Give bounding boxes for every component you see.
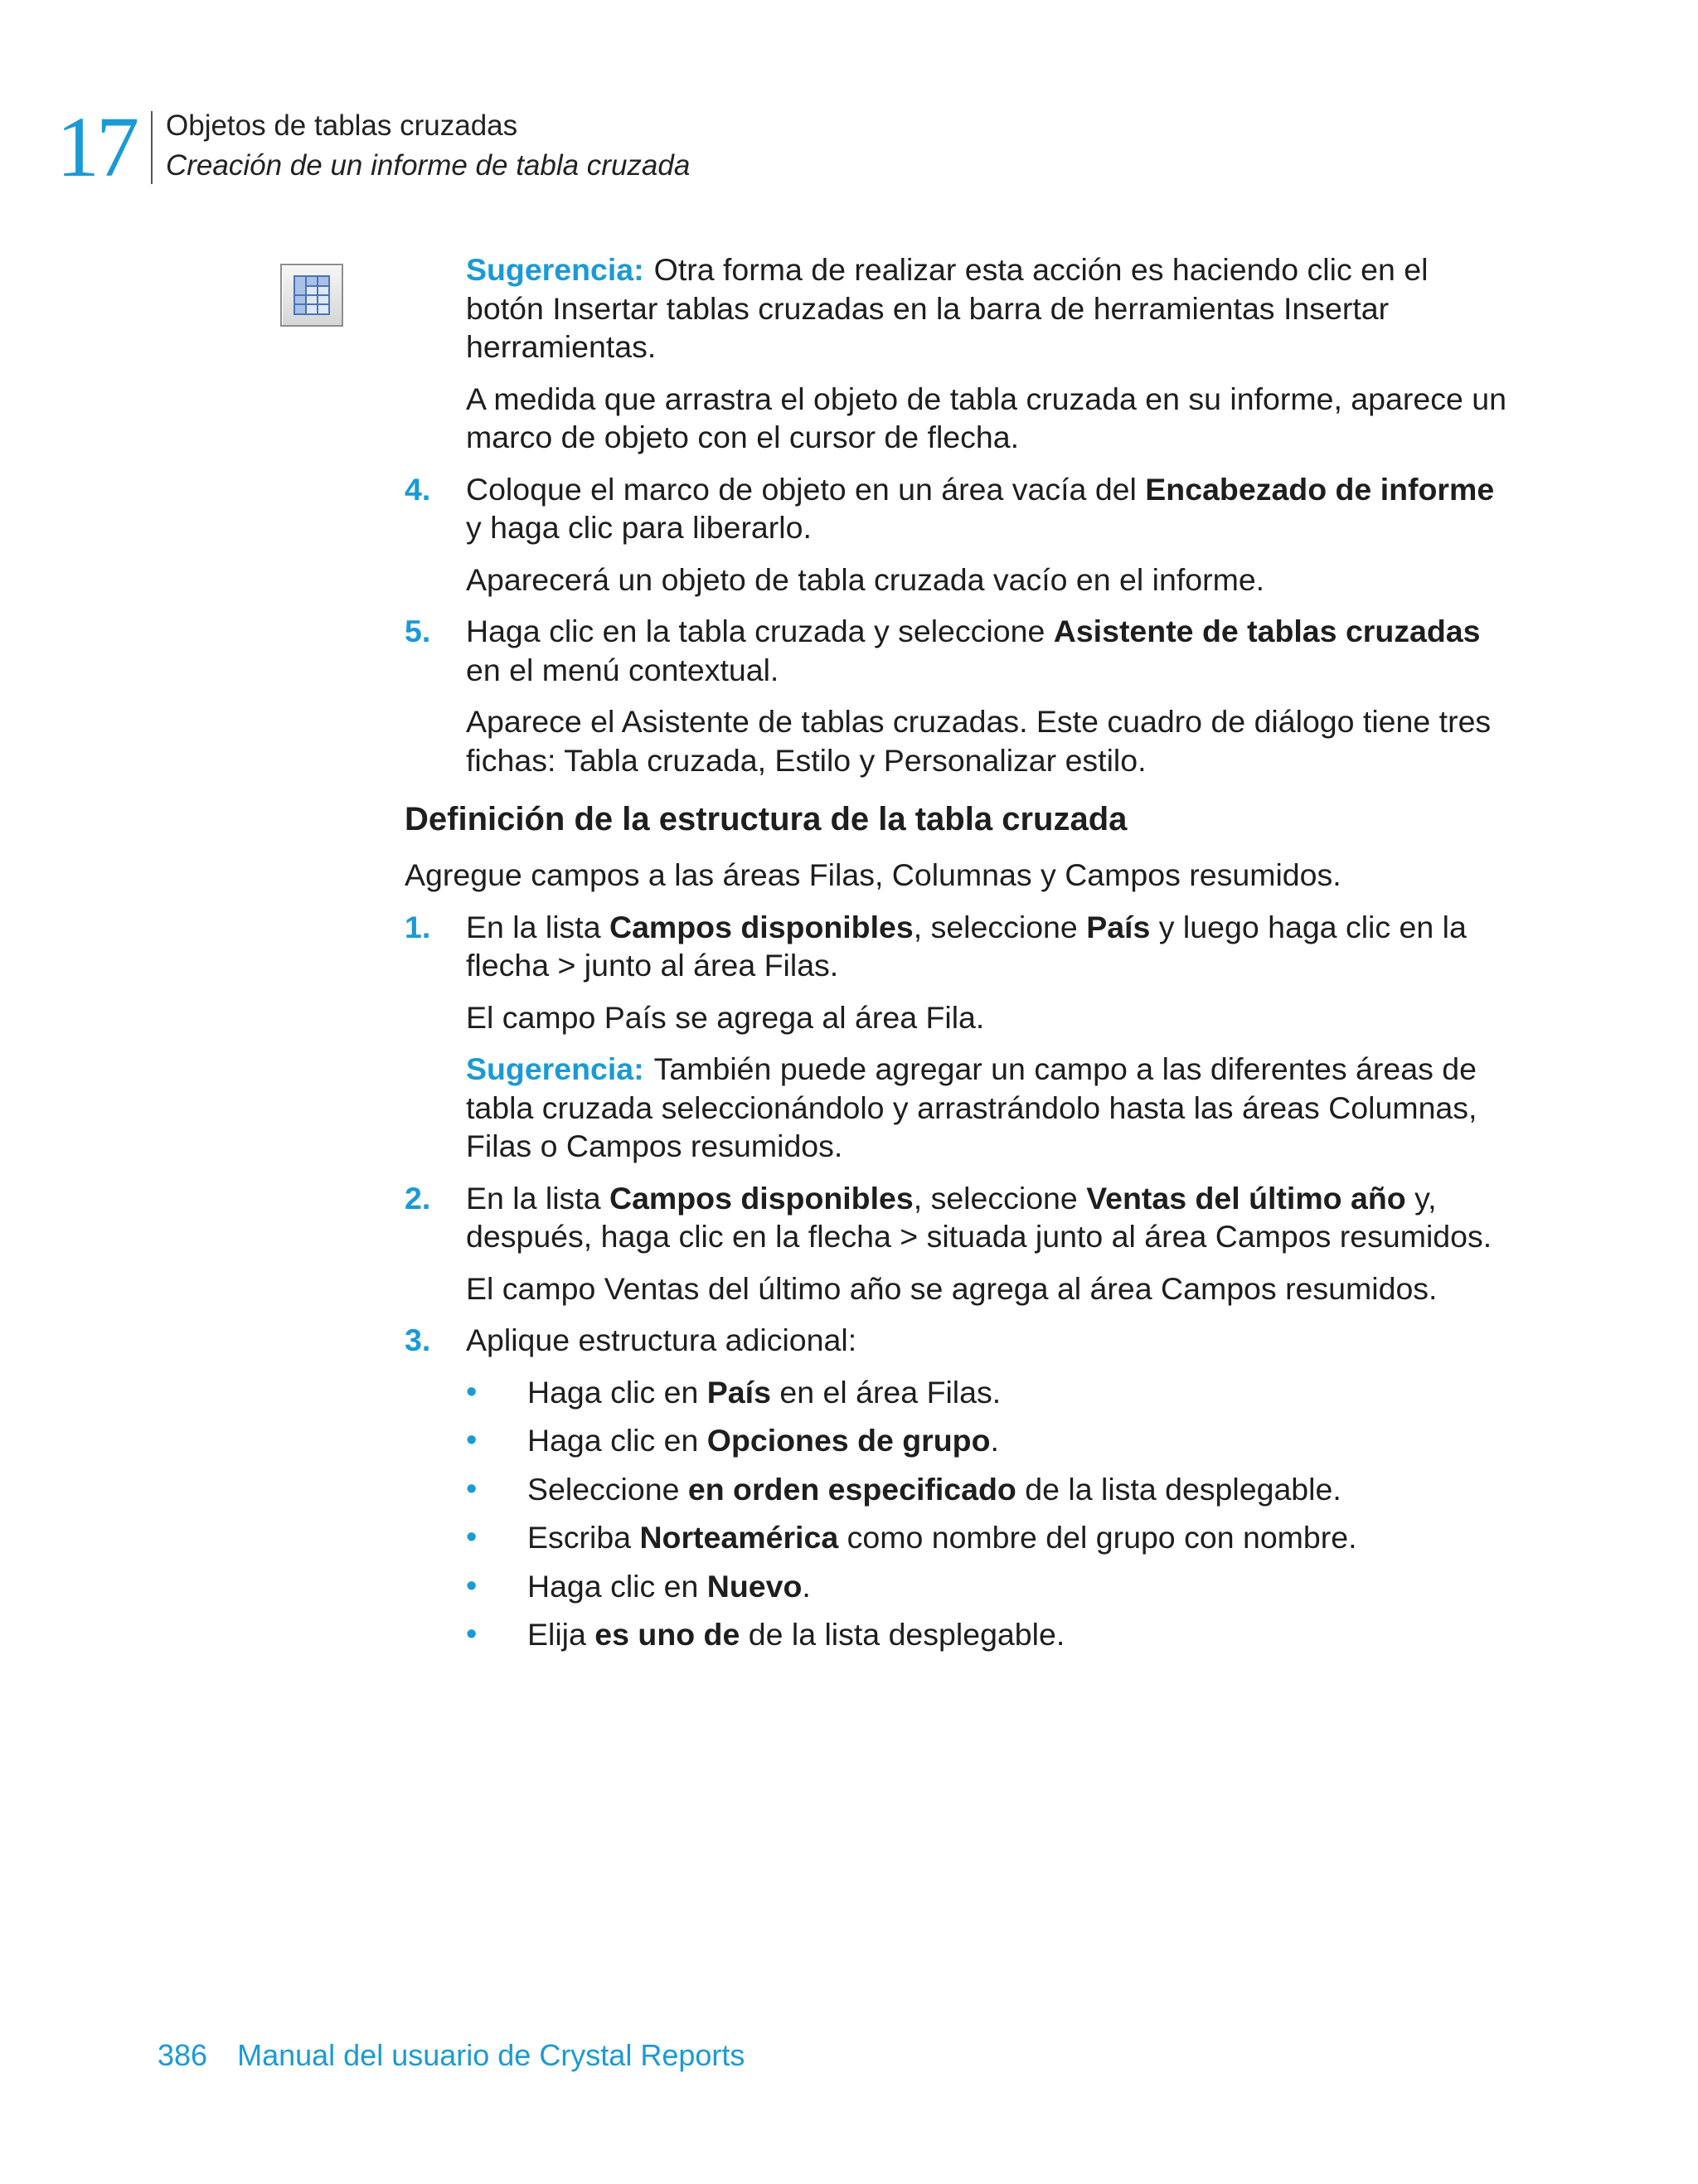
paragraph-drag-object: A medida que arrastra el objeto de tabla cruzada en su informe, aparece un marco de objeto con el cursor de flecha.	[466, 381, 1506, 454]
crosstab-grid-glyph	[294, 275, 330, 315]
step-number: 2.	[405, 1180, 431, 1216]
intro-paragraph: Agregue campos a las áreas Filas, Columnas y Campos resumidos.	[405, 857, 1341, 892]
tip-text: También puede agregar un campo a las diferentes áreas de tabla cruzada seleccionándolo y arrastrándolo hasta las áreas Columnas, Filas o Campos resumidos.	[466, 1051, 1477, 1163]
bullet-icon: •	[466, 1471, 478, 1507]
step-bold-term: Campos disponibles	[609, 1180, 914, 1216]
structure-step-1	[405, 908, 1507, 985]
step-number: 4.	[405, 471, 431, 507]
header-divider	[151, 111, 153, 184]
step-4-result: Aparecerá un objeto de tabla cruzada vacío en el informe.	[466, 561, 1265, 597]
tip-text: Otra forma de realizar esta acción es haciendo clic en el botón Insertar tablas cruzadas en la barra de herramientas Insertar herramientas.	[466, 252, 1429, 364]
bullet-bold-term: Norteamérica	[639, 1520, 839, 1555]
step-number: 5.	[405, 614, 431, 648]
tip-label: Sugerencia:	[466, 1051, 644, 1086]
bullet-text: de la lista desplegable.	[740, 1617, 1065, 1652]
structure-step-1-result: El campo País se agrega al área Fila.	[466, 999, 985, 1035]
bullet-icon: •	[466, 1520, 478, 1555]
bullet-text: en el área Filas.	[770, 1374, 1002, 1410]
page-number: 386	[158, 2038, 208, 2072]
step-text: y haga clic para liberarlo.	[466, 510, 812, 545]
step-bold-term: Encabezado de informe	[1145, 471, 1495, 507]
bullet-bold-term: País	[706, 1374, 771, 1410]
bullet-item	[466, 1567, 1507, 1606]
bullet-bold-term: Opciones de grupo	[706, 1423, 991, 1458]
bullet-text: Elija	[527, 1617, 595, 1652]
bullet-item	[466, 1373, 1507, 1412]
bullet-item	[466, 1615, 1507, 1654]
bullet-text: Escriba	[527, 1520, 640, 1555]
book-title: Manual del usuario de Crystal Reports	[237, 2038, 745, 2072]
page-body	[405, 250, 1507, 1664]
step-4	[405, 470, 1507, 547]
subheading: Definición de la estructura de la tabla cruzada	[405, 801, 1128, 837]
bullet-text: Haga clic en	[527, 1568, 707, 1604]
bullet-text: Haga clic en	[527, 1423, 707, 1458]
step-5-result: Aparece el Asistente de tablas cruzadas. Este cuadro de diálogo tiene tres fichas: Tabla cruzada, Estilo y Personalizar estilo.	[466, 704, 1492, 778]
step-number: 1.	[405, 909, 431, 944]
bullet-item	[466, 1421, 1507, 1460]
step-text: y luego haga clic en la flecha > junto al área Filas.	[466, 909, 1467, 983]
step-number: 3.	[405, 1323, 431, 1357]
bullet-bold-term: en orden especificado	[687, 1471, 1016, 1507]
bullet-text: .	[802, 1568, 811, 1604]
tip-insert-crosstab	[466, 250, 1507, 366]
step-text: , seleccione	[913, 909, 1087, 944]
page-footer	[158, 2038, 745, 2073]
step-text: Haga clic en la tabla cruzada y seleccione	[466, 614, 1054, 648]
bullet-text: Seleccione	[527, 1471, 688, 1507]
bullet-bold-term: Nuevo	[706, 1568, 803, 1604]
bullet-bold-term: es uno de	[594, 1617, 740, 1652]
step-text: En la lista	[466, 909, 609, 944]
bullet-icon: •	[466, 1374, 478, 1410]
structure-step-2-result: El campo Ventas del último año se agrega al área Campos resumidos.	[466, 1270, 1438, 1306]
step-bold-term: Ventas del último año	[1086, 1180, 1406, 1216]
bullet-text: Haga clic en	[527, 1374, 707, 1410]
step-text: Aplique estructura adicional:	[466, 1323, 857, 1357]
structure-step-2	[405, 1179, 1507, 1256]
bullet-item	[466, 1518, 1507, 1557]
bullet-icon: •	[466, 1423, 478, 1458]
step-text: en el menú contextual.	[466, 652, 779, 687]
insert-crosstab-icon	[280, 264, 343, 327]
structure-step-3	[405, 1321, 1507, 1360]
bullet-item	[466, 1470, 1507, 1509]
bullet-text: .	[990, 1423, 999, 1458]
tip-drag-fields	[466, 1050, 1507, 1166]
step-text: Coloque el marco de objeto en un área vacía del	[466, 471, 1146, 507]
step-text: En la lista	[466, 1180, 609, 1216]
step-bold-term: Asistente de tablas cruzadas	[1053, 614, 1481, 648]
step-bold-term: País	[1086, 909, 1151, 944]
bullet-icon: •	[466, 1568, 478, 1604]
chapter-number: 17	[56, 99, 136, 195]
bullet-icon: •	[466, 1617, 478, 1652]
step-text: , seleccione	[913, 1180, 1087, 1216]
section-title: Creación de un informe de tabla cruzada	[166, 149, 691, 182]
step-bold-term: Campos disponibles	[609, 909, 914, 944]
step-text: y, después, haga clic en la flecha > situada junto al área Campos resumidos.	[466, 1180, 1492, 1254]
tip-label: Sugerencia:	[466, 252, 644, 287]
bullet-text: de la lista desplegable.	[1016, 1471, 1341, 1507]
chapter-title: Objetos de tablas cruzadas	[166, 109, 518, 142]
bullet-list	[466, 1373, 1507, 1654]
step-5	[405, 612, 1507, 689]
bullet-text: como nombre del grupo con nombre.	[838, 1520, 1357, 1555]
